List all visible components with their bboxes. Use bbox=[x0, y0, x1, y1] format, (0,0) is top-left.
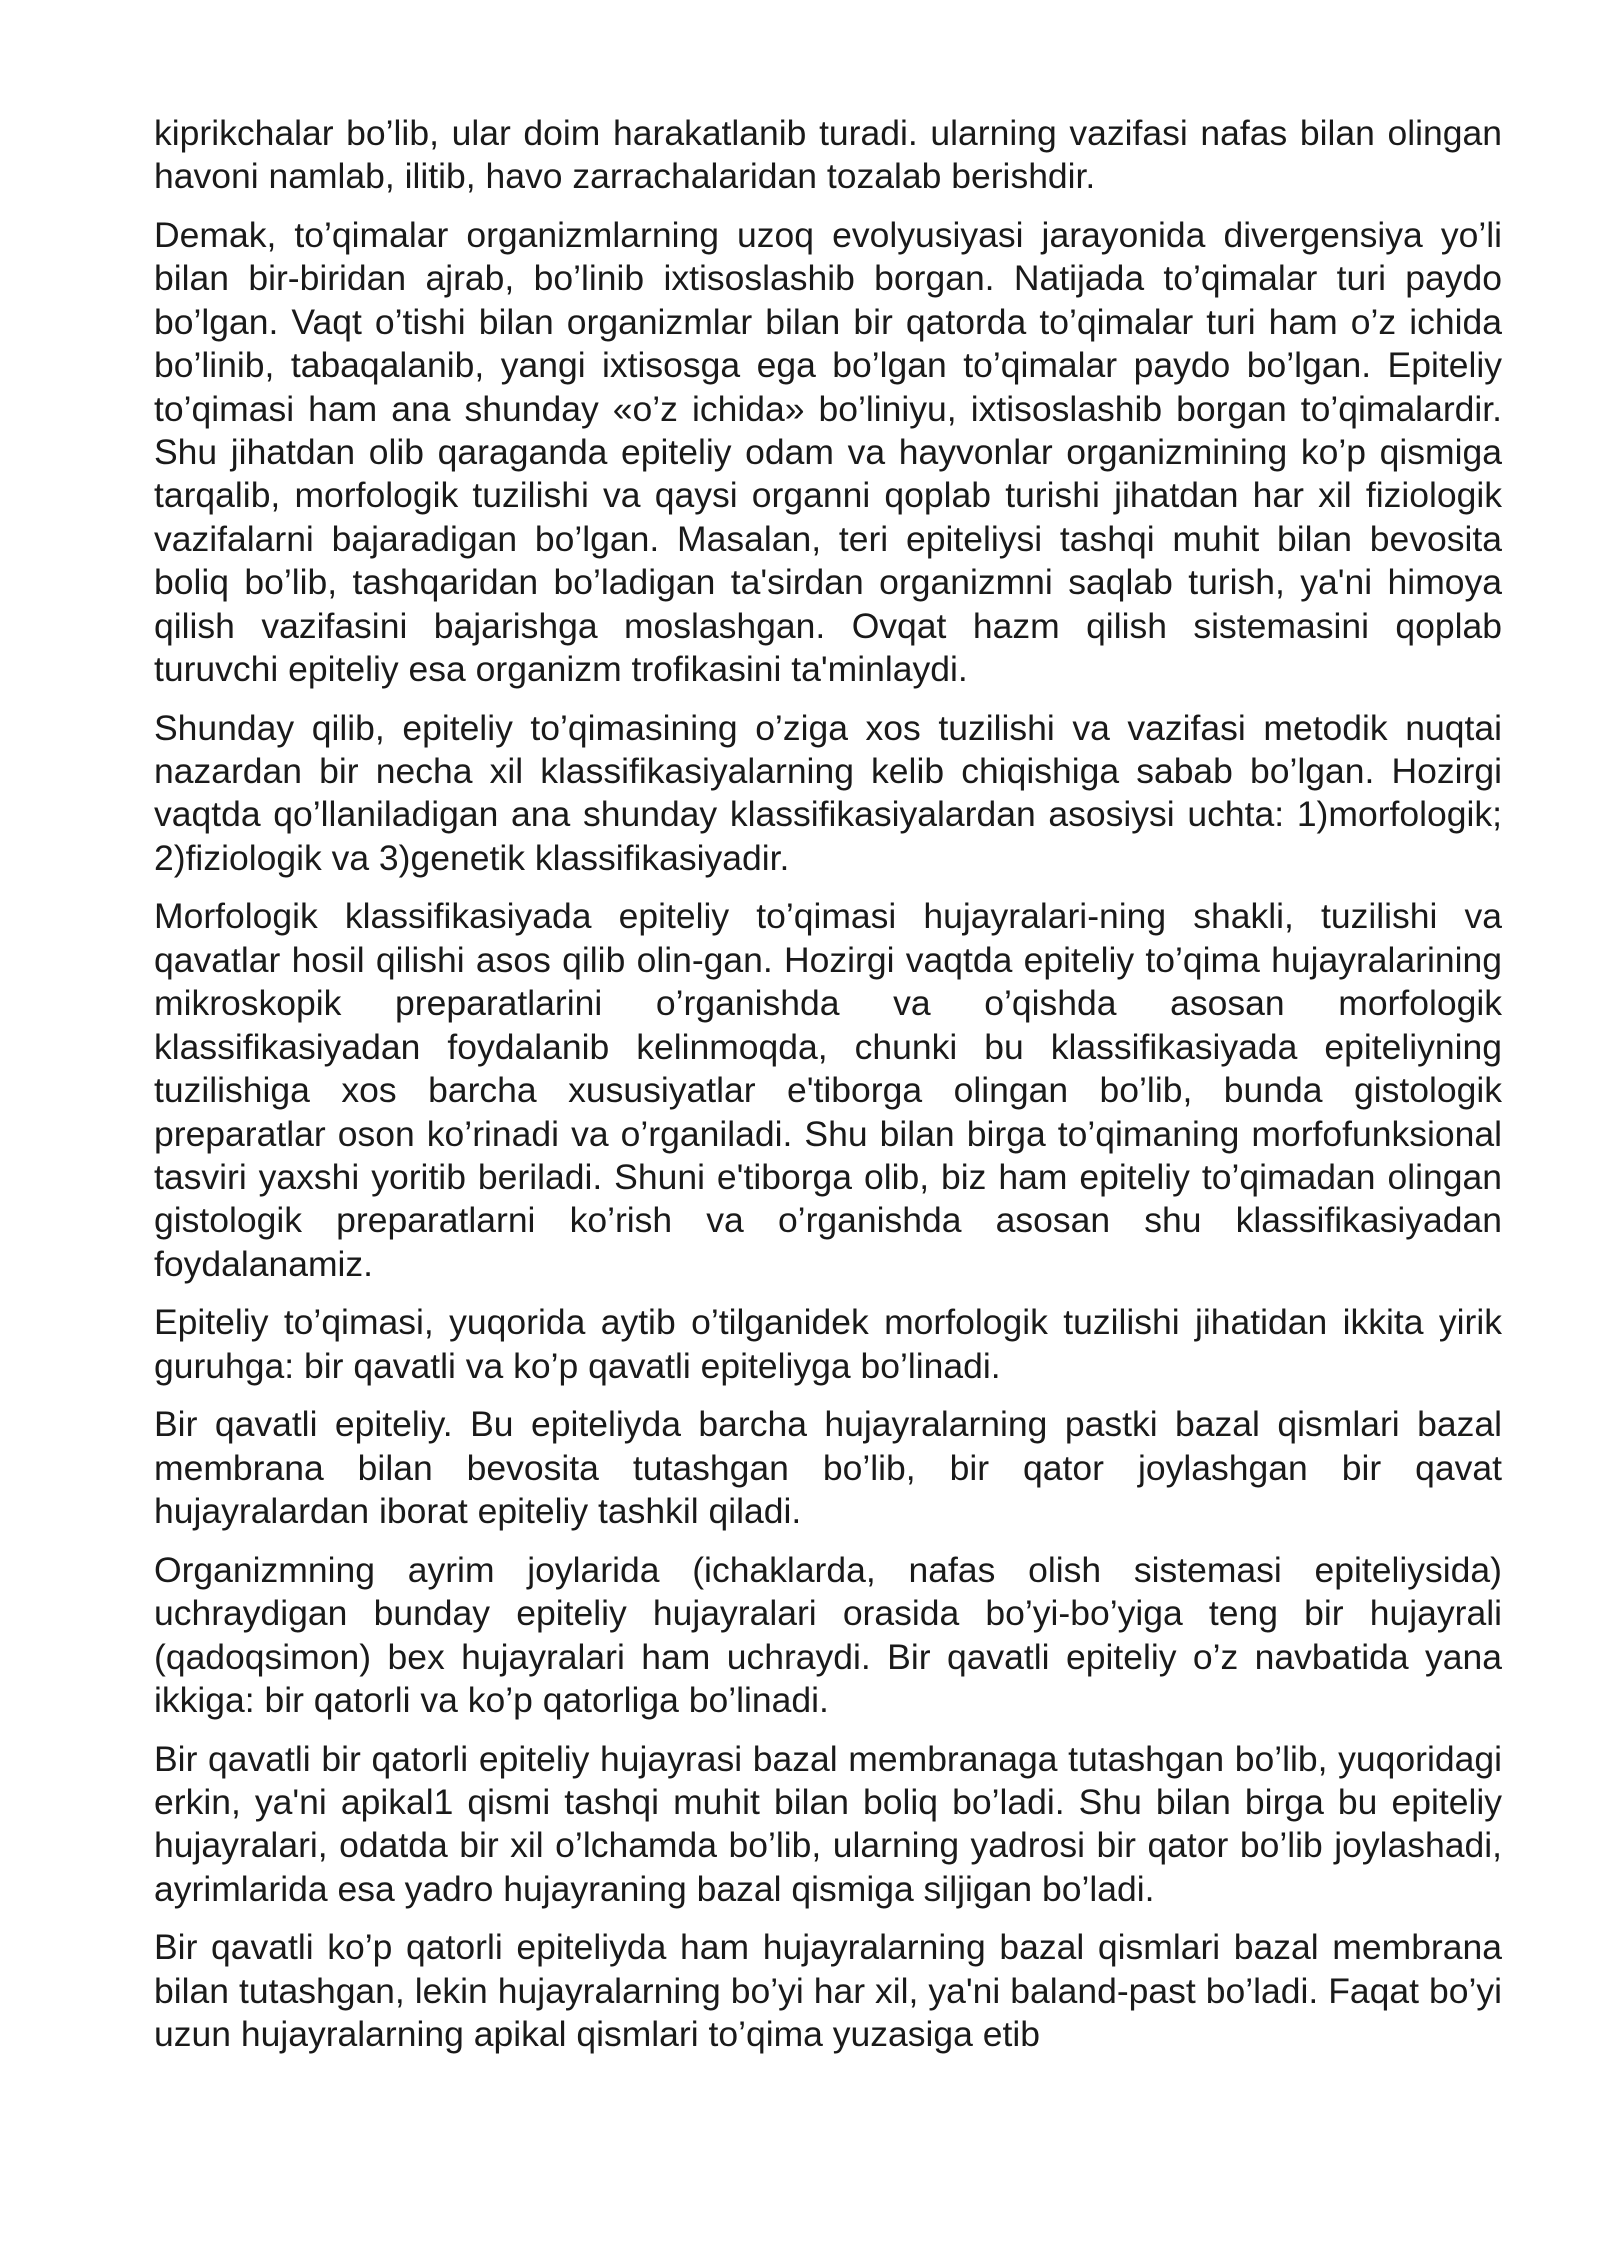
paragraph-5: Epiteliy to’qimasi, yuqorida aytib o’tilganidek morfologik tuzilishi jihatidan ikkita yirik guruhga: bir qavatli va ko’p qavatli epiteliyga bo’linadi. bbox=[154, 1302, 1502, 1386]
paragraph-6: Bir qavatli epiteliy. Bu epiteliyda barcha hujayralarning pastki bazal qismlari bazal membrana bilan bevosita tutashgan bo’lib, bir qator joylashgan bir qavat hujayralardan iborat epiteliy tashkil qiladi. bbox=[154, 1404, 1502, 1532]
paragraph-1: kiprikchalar bo’lib, ular doim harakatlanib turadi. ularning vazifasi nafas bilan olingan havoni namlab, ilitib, havo zarrachalaridan tozalab berishdir. bbox=[154, 113, 1502, 197]
paragraph-3: Shunday qilib, epiteliy to’qimasining o’ziga xos tuzilishi va vazifasi metodik nuqtai nazardan bir necha xil klassifikasiyalarning kelib chiqishiga sabab bo’lgan. Hozirgi vaqtda qo’llaniladigan ana shunday klassifikasiyalardan asosiysi uchta: 1)morfologik; 2)fiziologik va 3)genetik klassifikasiyadir. bbox=[154, 707, 1502, 878]
paragraph-7: Organizmning ayrim joylarida (ichaklarda, nafas olish sistemasi epiteliysida) uchraydigan bunday epiteliy hujayralari orasida bo’yi-bo’yiga teng bir hujayrali (qadoqsimon) bex hujayralari ham uchraydi. Bir qavatli epiteliy o’z navbatida yana ikkiga: bir qatorli va ko’p qatorliga bo’linadi. bbox=[154, 1549, 1502, 1720]
document-page bbox=[154, 112, 1502, 2072]
paragraph-2: Demak, to’qimalar organizmlarning uzoq evolyusiyasi jarayonida divergensiya yo’li bilan bir-biridan ajrab, bo’linib ixtisoslashib borgan. Natijada to’qimalar turi paydo bo’lgan. Vaqt o’tishi bilan organizmlar bilan bir qatorda to’qimalar turi ham o’z ichida bo’linib, tabaqalanib, yangi ixtisosga ega bo’lgan to’qimalar paydo bo’lgan. Epiteliy to’qimasi ham ana shunday «o’z ichida» bo’liniyu, ixtisoslashib borgan to’qimalardir. Shu jihatdan olib qaraganda epiteliy odam va hayvonlar organizmining ko’p qismiga tarqalib, morfologik tuzilishi va qaysi organni qoplab turishi jihatdan har xil fiziologik vazifalarni bajaradigan bo’lgan. Masalan, teri epiteliysi tashqi muhit bilan bevosita boliq bo’lib, tashqaridan bo’ladigan ta'sirdan organizmni saqlab turish, ya'ni himoya qilish vazifasini bajarishga moslashgan. Ovqat hazm qilish sistemasini qoplab turuvchi epiteliy esa organizm trofikasini ta'minlaydi. bbox=[154, 215, 1502, 690]
paragraph-4: Morfologik klassifikasiyada epiteliy to’qimasi hujayralari-ning shakli, tuzilishi va qavatlar hosil qilishi asos qilib olin-gan. Hozirgi vaqtda epiteliy to’qima hujayralarining mikroskopik preparatlarini o’rganishda va o’qishda asosan morfologik klassifikasiyadan foydalanib kelinmoqda, chunki bu klassifikasiyada epiteliyning tuzilishiga xos barcha xususiyatlar e'tiborga olingan bo’lib, bunda gistologik preparatlar oson ko’rinadi va o’rganiladi. Shu bilan birga to’qimaning morfofunksional tasviri yaxshi yoritib beriladi. Shuni e'tiborga olib, biz ham epiteliy to’qimadan olingan gistologik preparatlarni ko’rish va o’rganishda asosan shu klassifikasiyadan foydalanamiz. bbox=[154, 896, 1502, 1284]
paragraph-9: Bir qavatli ko’p qatorli epiteliyda ham hujayralarning bazal qismlari bazal membrana bilan tutashgan, lekin hujayralarning bo’yi har xil, ya'ni baland-past bo’ladi. Faqat bo’yi uzun hujayralarning apikal qismlari to’qima yuzasiga etib bbox=[154, 1927, 1502, 2055]
paragraph-8: Bir qavatli bir qatorli epiteliy hujayrasi bazal membranaga tutashgan bo’lib, yuqoridagi erkin, ya'ni apikal1 qismi tashqi muhit bilan boliq bo’ladi. Shu bilan birga bu epiteliy hujayralari, odatda bir xil o’lchamda bo’lib, ularning yadrosi bir qator bo’lib joylashadi, ayrimlarida esa yadro hujayraning bazal qismiga siljigan bo’ladi. bbox=[154, 1738, 1502, 1909]
